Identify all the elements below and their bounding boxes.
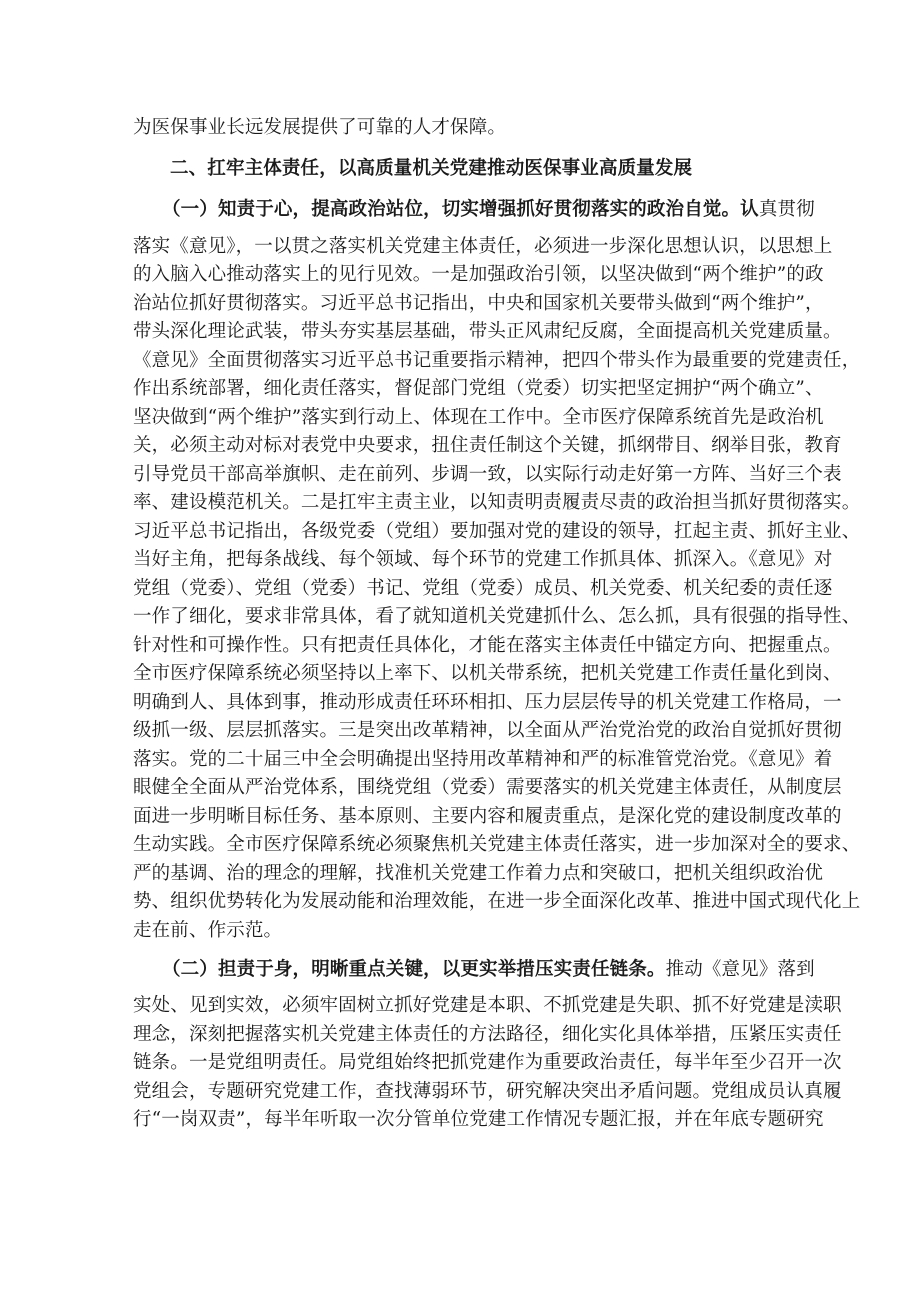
body-line: 链条。一是党组明责任。局党组始终把抓党建作为重要政治责任，每半年至少召开一次 xyxy=(133,1052,842,1073)
body-line: 习近平总书记指出，各级党委（党组）要加强对党的建设的领导，扛起主责、抓好主业、 xyxy=(133,521,861,542)
body-line: 落实《意见》，一以贯之落实机关党建主体责任，必须进一步深化思想认识，以思想上 xyxy=(133,236,833,257)
body-line: 《意见》全面贯彻落实习近平总书记重要指示精神，把四个带头作为最重要的党建责任， xyxy=(133,350,861,371)
body-line: 理念，深刻把握落实机关党建主体责任的方法路径，细化实化具体举措，压紧压实责任 xyxy=(133,1024,842,1045)
body-line: 生动实践。全市医疗保障系统必须聚焦机关党建主体责任落实，进一步加深对全的要求、 xyxy=(133,834,861,855)
body-line: 针对性和可操作性。只有把责任具体化，才能在落实主体责任中锚定方向、把握重点。 xyxy=(133,635,842,656)
body-line: 作出系统部署，细化责任落实，督促部门党组（党委）切实把坚定拥护“两个确立”、 xyxy=(133,378,824,399)
subsection-one-heading: （一）知责于心，提高政治站位，切实增强抓好贯彻落实的政治自觉。认 xyxy=(162,199,759,220)
body-line: 行“一岗双责”，每半年听取一次分管单位党建工作情况专题汇报，并在年底专题研究 xyxy=(133,1109,824,1130)
subsection-two-first-line-rest: 推动《意见》落到 xyxy=(665,959,815,980)
section-heading: 二、扛牢主体责任，以高质量机关党建推动医保事业高质量发展 xyxy=(170,158,693,179)
body-line: 党组会，专题研究党建工作，查找薄弱环节，研究解决突出矛盾问题。党组成员认真履 xyxy=(133,1081,842,1102)
body-line: 关，必须主动对标对表党中央要求，扭住责任制这个关键，抓纲带目、纲举目张，教育 xyxy=(133,435,842,456)
body-line: 势、组织优势转化为发展动能和治理效能，在进一步全面深化改革、推进中国式现代化上 xyxy=(133,891,861,912)
body-line: 级抓一级、层层抓落实。三是突出改革精神，以全面从严治党治党的政治自觉抓好贯彻 xyxy=(133,720,842,741)
body-line: 落实。党的二十届三中全会明确提出坚持用改革精神和严的标准管党治党。《意见》着 xyxy=(133,749,833,770)
body-line: 面进一步明晰目标任务、基本原则、主要内容和履责重点，是深化党的建设制度改革的 xyxy=(133,806,842,827)
body-line: 一作了细化，要求非常具体，看了就知道机关党建抓什么、怎么抓，具有很强的指导性、 xyxy=(133,606,861,627)
body-line: 当好主角，把每条战线、每个领域、每个环节的党建工作抓具体、抓深入。《意见》对 xyxy=(133,549,833,570)
subsection-one-first-line xyxy=(162,198,815,222)
body-line: 党组（党委）、党组（党委）书记、党组（党委）成员、机关党委、机关纪委的责任逐 xyxy=(133,578,833,599)
subsection-two-first-line xyxy=(162,958,815,982)
subsection-two-heading: （二）担责于身，明晰重点关键，以更实举措压实责任链条。 xyxy=(162,959,666,980)
body-line: 坚决做到“两个维护”落实到行动上、体现在工作中。全市医疗保障系统首先是政治机 xyxy=(133,407,824,428)
body-line: 实处、见到实效，必须牢固树立抓好党建是本职、不抓党建是失职、抓不好党建是渎职 xyxy=(133,995,842,1016)
body-line: 带头深化理论武装，带头夯实基层基础，带头正风肃纪反腐，全面提高机关党建质量。 xyxy=(133,321,842,342)
body-line: 率、建设模范机关。二是扛牢主责主业，以知责明责履责尽责的政治担当抓好贯彻落实。 xyxy=(133,492,861,513)
body-line: 治站位抓好贯彻落实。习近平总书记指出，中央和国家机关要带头做到“两个维护”， xyxy=(133,293,824,314)
body-line: 严的基调、治的理念的理解，找准机关党建工作着力点和突破口，把机关组织政治优 xyxy=(133,863,824,884)
subsection-one-first-line-rest: 真贯彻 xyxy=(758,199,815,220)
paragraph-tail: 为医保事业长远发展提供了可靠的人才保障。 xyxy=(133,117,507,138)
body-line: 走在前、作示范。 xyxy=(133,920,283,941)
body-line: 全市医疗保障系统必须坚持以上率下、以机关带系统，把机关党建工作责任量化到岗、 xyxy=(133,663,842,684)
body-line: 的入脑入心推动落实上的见行见效。一是加强政治引领，以坚决做到“两个维护”的政 xyxy=(133,264,824,285)
body-line: 明确到人、具体到事，推动形成责任环环相扣、压力层层传导的机关党建工作格局，一 xyxy=(133,692,842,713)
body-line: 眼健全全面从严治党体系，围绕党组（党委）需要落实的机关党建主体责任，从制度层 xyxy=(133,777,842,798)
body-line: 引导党员干部高举旗帜、走在前列、步调一致，以实际行动走好第一方阵、当好三个表 xyxy=(133,464,842,485)
